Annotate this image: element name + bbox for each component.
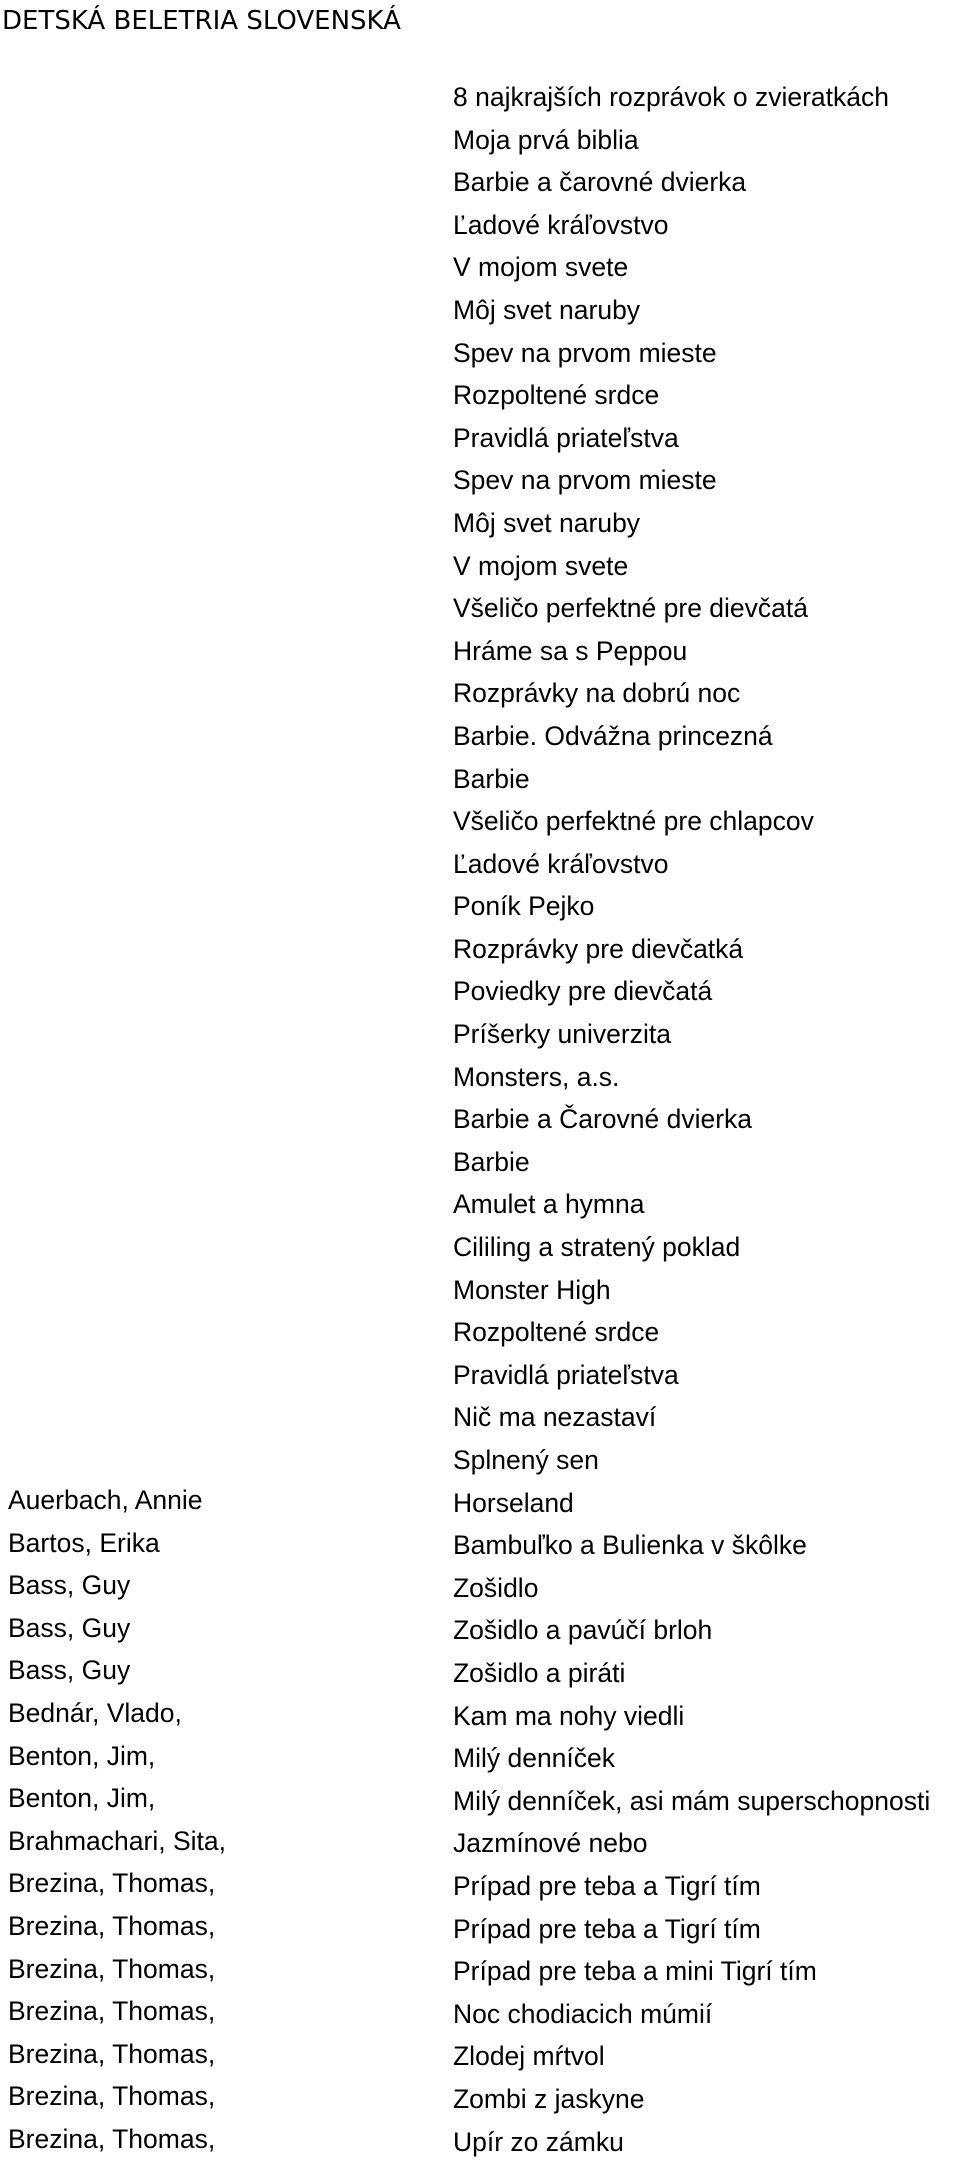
book-title: Príšerky univerzita [453, 1013, 930, 1056]
page-title: DETSKÁ BELETRIA SLOVENSKÁ [2, 4, 401, 38]
book-title: Prípad pre teba a Tigrí tím [453, 1908, 930, 1951]
author-name: Auerbach, Annie [8, 1479, 226, 1522]
book-title: Spev na prvom mieste [453, 332, 930, 375]
book-title: Barbie [453, 1141, 930, 1184]
book-title: Zošidlo a piráti [453, 1652, 930, 1695]
book-title: Poník Pejko [453, 885, 930, 928]
book-title: Bambuľko a Bulienka v škôlke [453, 1524, 930, 1567]
book-title: Barbie. Odvážna princezná [453, 715, 930, 758]
author-name: Bednár, Vlado, [8, 1692, 226, 1735]
author-name: Bass, Guy [8, 1607, 226, 1650]
book-title: Zlodej mŕtvol [453, 2035, 930, 2078]
author-name: Brezina, Thomas, [8, 1862, 226, 1905]
book-title: Pravidlá priateľstva [453, 1354, 930, 1397]
book-title: Ľadové kráľovstvo [453, 204, 930, 247]
author-name: Brezina, Thomas, [8, 2118, 226, 2161]
book-title: Upír zo zámku [453, 2121, 930, 2163]
author-name: Bartos, Erika [8, 1522, 226, 1565]
author-name: Bass, Guy [8, 1649, 226, 1692]
book-title: Môj svet naruby [453, 502, 930, 545]
book-title: Zošidlo a pavúčí brloh [453, 1609, 930, 1652]
author-name: Brezina, Thomas, [8, 2033, 226, 2076]
book-title: Môj svet naruby [453, 289, 930, 332]
book-title: Cililing a stratený poklad [453, 1226, 930, 1269]
author-name: Benton, Jim, [8, 1777, 226, 1820]
book-title: Horseland [453, 1482, 930, 1525]
book-title: Všeličo perfektné pre chlapcov [453, 800, 930, 843]
book-title: Amulet a hymna [453, 1183, 930, 1226]
book-title: Splnený sen [453, 1439, 930, 1482]
author-name: Brezina, Thomas, [8, 2075, 226, 2118]
book-title: Rozprávky na dobrú noc [453, 672, 930, 715]
book-title: V mojom svete [453, 545, 930, 588]
author-name: Brahmachari, Sita, [8, 1820, 226, 1863]
author-name: Brezina, Thomas, [8, 1948, 226, 1991]
book-title: Prípad pre teba a mini Tigrí tím [453, 1950, 930, 1993]
book-title: Rozpoltené srdce [453, 1311, 930, 1354]
book-title: Hráme sa s Peppou [453, 630, 930, 673]
book-title: Milý denníček [453, 1737, 930, 1780]
book-title: 8 najkrajších rozprávok o zvieratkách [453, 76, 930, 119]
book-title: Barbie a čarovné dvierka [453, 161, 930, 204]
book-title: Barbie a Čarovné dvierka [453, 1098, 930, 1141]
book-title: Barbie [453, 758, 930, 801]
author-name: Brezina, Thomas, [8, 1905, 226, 1948]
book-title: Monster High [453, 1269, 930, 1312]
book-title: Milý denníček, asi mám superschopnosti [453, 1780, 930, 1823]
author-name: Benton, Jim, [8, 1735, 226, 1778]
book-title: Rozprávky pre dievčatká [453, 928, 930, 971]
book-title: Pravidlá priateľstva [453, 417, 930, 460]
book-title: Noc chodiacich múmií [453, 1993, 930, 2036]
book-titles-column [453, 76, 930, 2163]
authors-column [8, 1479, 226, 2161]
book-title: Všeličo perfektné pre dievčatá [453, 587, 930, 630]
book-title: V mojom svete [453, 246, 930, 289]
book-title: Zošidlo [453, 1567, 930, 1610]
book-title: Spev na prvom mieste [453, 459, 930, 502]
book-title: Monsters, a.s. [453, 1056, 930, 1099]
book-title: Ľadové kráľovstvo [453, 843, 930, 886]
book-title: Rozpoltené srdce [453, 374, 930, 417]
author-name: Brezina, Thomas, [8, 1990, 226, 2033]
book-title: Prípad pre teba a Tigrí tím [453, 1865, 930, 1908]
book-title: Jazmínové nebo [453, 1822, 930, 1865]
book-title: Kam ma nohy viedli [453, 1695, 930, 1738]
book-title: Moja prvá biblia [453, 119, 930, 162]
book-title: Zombi z jaskyne [453, 2078, 930, 2121]
author-name: Bass, Guy [8, 1564, 226, 1607]
book-title: Nič ma nezastaví [453, 1396, 930, 1439]
book-title: Poviedky pre dievčatá [453, 970, 930, 1013]
